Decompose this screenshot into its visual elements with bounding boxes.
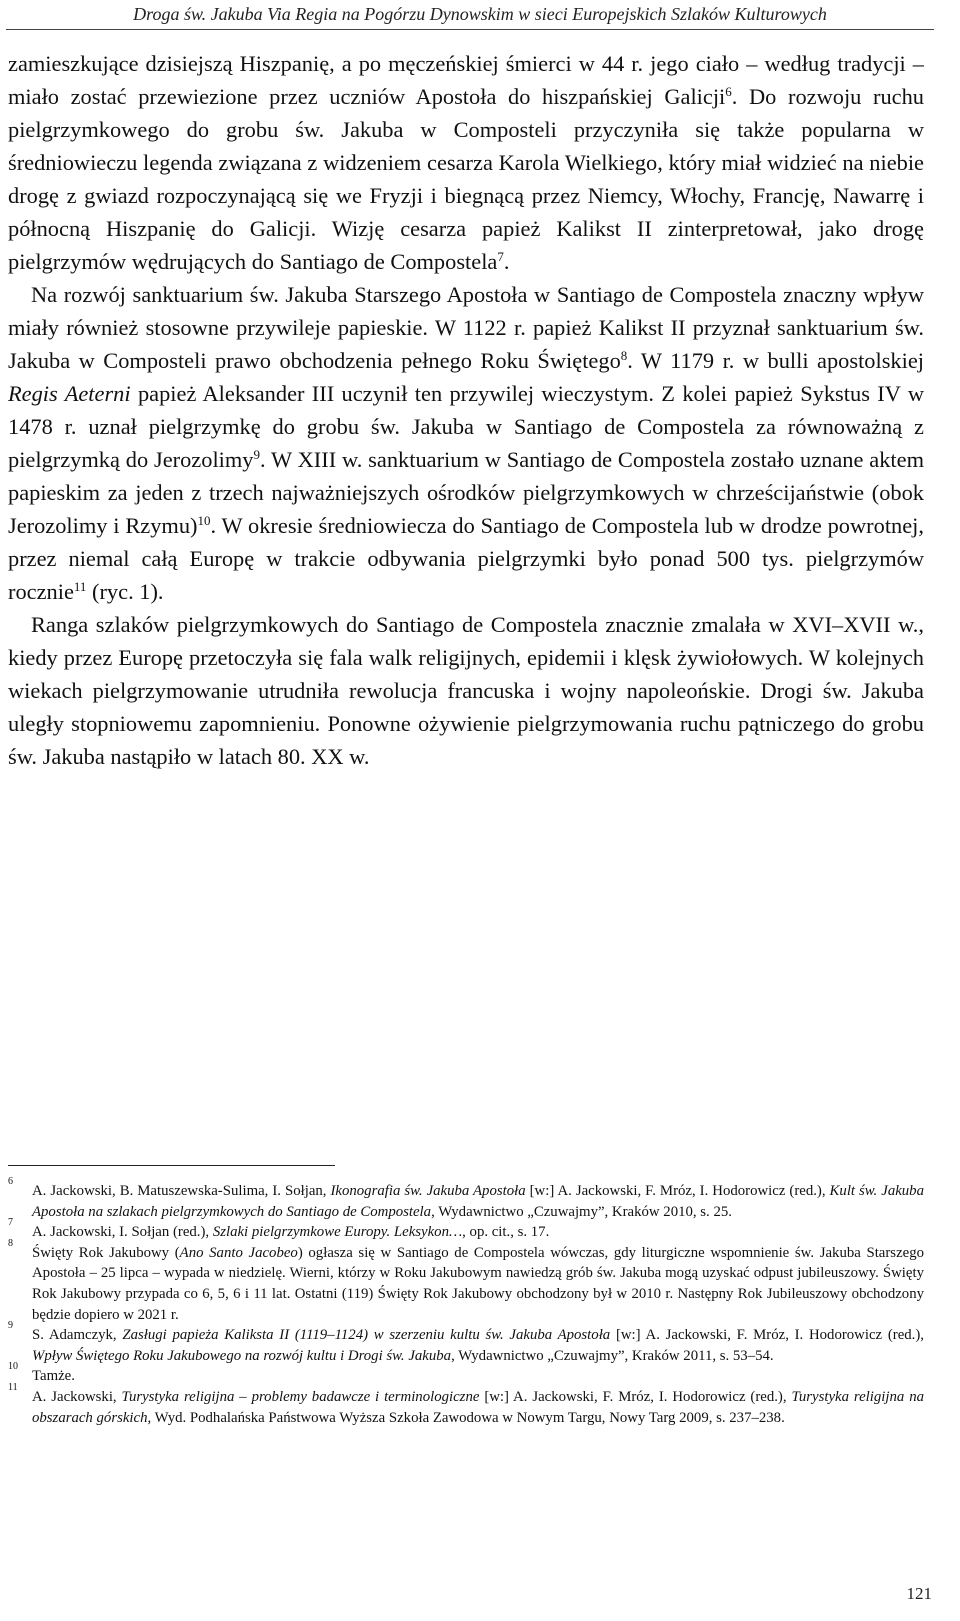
text-run: Tamże. (32, 1368, 75, 1385)
text-run: A. Jackowski, B. Matuszewska-Sulima, I. Sołjan, (32, 1183, 331, 1199)
text-run: Na rozwój sanktuarium św. Jakuba Starszego Apostoła w Santiago de Compostela znaczny wpływ miały również stosowne przywileje papieskie. W 1122 r. papież Kalikst II przyznał sanktuarium św. Jakuba w Composteli prawo obchodzenia pełnego Roku Świętego (8, 282, 924, 373)
cited-title: Szlaki pielgrzymkowe Europy. Leksykon… (212, 1224, 463, 1241)
footnote-number: 9 (8, 1320, 13, 1332)
text-run: . (503, 249, 510, 274)
text-run: (ryc. 1). (86, 579, 164, 604)
text-run: . W 1179 r. w bulli apostolskiej (627, 348, 925, 373)
paragraph-2 (8, 278, 924, 608)
cited-title: Ikonografia św. Jakuba Apostoła (330, 1183, 526, 1199)
footnote-ref-11[interactable]: 11 (73, 579, 87, 594)
text-run: . W XIII w. sanktuarium w Santiago de Compostela zostało uznane aktem papieskim za jeden z trzech najważniejszych ośrodków pielgrzymkowych w chrześcijaństwie (obok Jerozolimy i Rzymu) (8, 447, 924, 538)
cited-title: Wpływ Świętego Roku Jakubowego na rozwój kultu i Drogi św. Jakuba (32, 1347, 452, 1364)
footnote-ref-10[interactable]: 10 (197, 513, 211, 528)
footnote-ref-8[interactable]: 8 (620, 348, 628, 363)
footnote-number: 11 (8, 1381, 18, 1393)
text-run: papież Aleksander III uczynił ten przywilej wieczystym. Z kolei papież Sykstus IV w 1478 r. uznał pielgrzymkę do grobu św. Jakuba w Santiago de Compostela za równoważną z pielgrzymką do Jerozolimy (8, 381, 924, 472)
text-run: Wyd. Podhalańska Państwowa Wyższa Szkoła Zawodowa w Nowym Targu, Nowy Targ 2009, s. 237–238. (151, 1409, 785, 1426)
text-run: S. Adamczyk, (32, 1327, 123, 1344)
footnote-11 (8, 1381, 924, 1428)
cited-title: Ano Santo Jacobeo (179, 1244, 298, 1261)
text-run: [w:] A. Jackowski, F. Mróz, I. Hodorowicz (red.), (525, 1183, 830, 1199)
footnote-9 (8, 1320, 924, 1366)
cited-title: Turystyka religijna – problemy badawcze i terminologiczne (121, 1388, 480, 1405)
footnote-ref-9[interactable]: 9 (253, 447, 260, 462)
page-number: 121 (906, 1584, 932, 1603)
footnotes (8, 1176, 924, 1428)
bull-title: Regis Aeterni (8, 381, 131, 406)
footnote-number: 6 (8, 1176, 13, 1187)
main-text (8, 47, 924, 773)
text-run: [w:] A. Jackowski, F. Mróz, I. Hodorowicz (red.), (479, 1388, 792, 1405)
footnote-10 (8, 1361, 924, 1387)
cited-title: Kult św. Jakuba Apostoła na szlakach pielgrzymkowych do Santiago de Compostela (32, 1183, 924, 1220)
text-run: , Wydawnictwo „Czuwajmy”, Kraków 2010, s. 25. (431, 1203, 732, 1220)
footnote-6 (8, 1176, 924, 1222)
footnote-number: 10 (8, 1361, 18, 1373)
text-run: , Wydawnictwo „Czuwajmy”, Kraków 2011, s. 53–54. (451, 1347, 774, 1364)
cited-title: Zasługi papieża Kaliksta II (1119–1124) w szerzeniu kultu św. Jakuba Apostoła (122, 1327, 611, 1344)
text-run: A. Jackowski, I. Sołjan (red.), (32, 1224, 213, 1241)
text-run: Święty Rok Jakubowy ( (32, 1244, 180, 1261)
paragraph-3: Ranga szlaków pielgrzymkowych do Santiago de Compostela znacznie zmalała w XVI–XVII w., kiedy przez Europę przetoczyła się fala walk religijnych, epidemii i klęsk żywiołowych. W kolejnych wiekach pielgrzymowanie utrudniła rewolucja francuska i wojny napoleońskie. Drogi św. Jakuba uległy stopniowemu zapomnieniu. Ponowne ożywienie pielgrzymowania ruchu pątniczego do grobu św. Jakuba nastąpiło w latach 80. XX w. (8, 612, 924, 769)
footnote-8 (8, 1237, 924, 1325)
text-run: . Do rozwoju ruchu pielgrzymkowego do grobu św. Jakuba w Composteli przyczyniła się także popularna w średniowieczu legenda związana z widzeniem cesarza Karola Wielkiego, który miał widzieć na niebie drogę z gwiazd rozpoczynającą się we Fryzji i biegnącą przez Niemcy, Włochy, Francję, Nawarrę i północną Hiszpanię do Galicji. Wizję cesarza papież Kalikst II zinterpretował, jako drogę pielgrzymów wędrujących do Santiago de Compostela (8, 84, 924, 274)
header-rule (6, 29, 934, 30)
text-run: , op. cit., s. 17. (462, 1224, 550, 1241)
footnote-7 (8, 1217, 924, 1243)
footnote-separator (8, 1165, 335, 1166)
text-run: zamieszkujące dzisiejszą Hiszpanię, a po męczeńskiej śmierci w 44 r. jego ciało – według tradycji – miało zostać przewiezione przez uczniów Apostoła do hiszpańskiej Galicji (8, 51, 924, 109)
text-run: [w:] A. Jackowski, F. Mróz, I. Hodorowicz (red.), (610, 1327, 924, 1344)
footnote-number: 8 (8, 1237, 13, 1249)
footnote-ref-7[interactable]: 7 (497, 249, 504, 264)
cited-title: Turystyka religijna na obszarach górskich, (32, 1388, 924, 1426)
footnote-ref-6[interactable]: 6 (725, 84, 732, 99)
running-header: Droga św. Jakuba Via Regia na Pogórzu Dynowskim w sieci Europejskich Szlaków Kulturowych (133, 4, 827, 24)
text-run: A. Jackowski, (32, 1388, 122, 1405)
text-run: ) ogłasza się w Santiago de Compostela wówczas, gdy liturgiczne wspomnienie św. Jakuba Starszego Apostoła – 25 lipca – wypada w niedzielę. Wierni, którzy w Roku Jakubowym nawiedzą grób św. Jakuba mogą uzyskać odpust jubileuszowy. Święty Rok Jakubowy przypada co 6, 5, 6 i 11 lat. Ostatni (119) Święty Rok Jakubowy obchodzony był w 2010 r. Następny Rok Jubileuszowy obchodzony będzie dopiero w 2021 r. (32, 1244, 924, 1323)
text-run: . W okresie średniowiecza do Santiago de Compostela lub w drodze powrotnej, przez niemal całą Europę w trakcie odbywania pielgrzymki było ponad 500 tys. pielgrzymów rocznie (8, 513, 924, 604)
footnote-number: 7 (8, 1217, 13, 1229)
paragraph-1 (8, 47, 924, 278)
